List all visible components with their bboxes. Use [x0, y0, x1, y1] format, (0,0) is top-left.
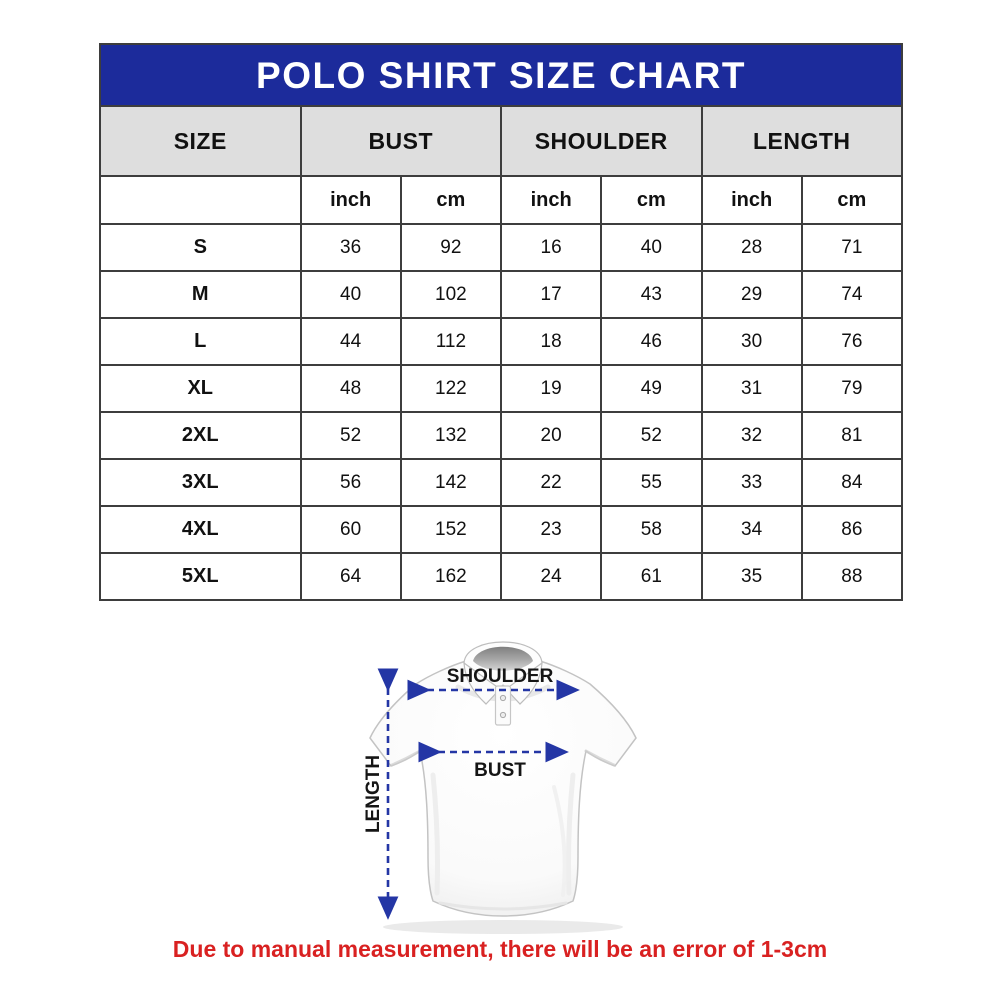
- table-row: [100, 271, 902, 318]
- size-cell: 3XL: [100, 459, 301, 506]
- measurement-cell: 61: [601, 553, 701, 600]
- size-cell: 4XL: [100, 506, 301, 553]
- measurement-diagram: [340, 625, 670, 945]
- measurement-cell: 34: [702, 506, 802, 553]
- measurement-cell: 40: [601, 224, 701, 271]
- unit-header: cm: [802, 176, 902, 224]
- measurement-cell: 16: [501, 224, 601, 271]
- measurement-cell: 17: [501, 271, 601, 318]
- table-row: [100, 224, 902, 271]
- size-cell: 5XL: [100, 553, 301, 600]
- size-cell: S: [100, 224, 301, 271]
- size-cell: M: [100, 271, 301, 318]
- measurement-cell: 56: [301, 459, 401, 506]
- measurement-cell: 46: [601, 318, 701, 365]
- measurement-cell: 88: [802, 553, 902, 600]
- measurement-cell: 79: [802, 365, 902, 412]
- measurement-cell: 31: [702, 365, 802, 412]
- size-cell: L: [100, 318, 301, 365]
- chart-title: POLO SHIRT SIZE CHART: [99, 43, 903, 105]
- unit-header: inch: [702, 176, 802, 224]
- measurement-cell: 20: [501, 412, 601, 459]
- measurement-cell: 55: [601, 459, 701, 506]
- measurement-cell: 60: [301, 506, 401, 553]
- bust-label: BUST: [474, 760, 526, 781]
- size-cell: 2XL: [100, 412, 301, 459]
- unit-header: inch: [501, 176, 601, 224]
- measurement-cell: 33: [702, 459, 802, 506]
- table-row: [100, 412, 902, 459]
- measurement-cell: 74: [802, 271, 902, 318]
- table-row: [100, 506, 902, 553]
- measurement-cell: 35: [702, 553, 802, 600]
- col-header-bust: BUST: [301, 106, 502, 176]
- measurement-cell: 52: [301, 412, 401, 459]
- disclaimer-text: Due to manual measurement, there will be an error of 1-3cm: [172, 936, 828, 962]
- col-header-shoulder: SHOULDER: [501, 106, 702, 176]
- measurement-cell: 19: [501, 365, 601, 412]
- table-row: [100, 365, 902, 412]
- measurement-cell: 162: [401, 553, 501, 600]
- col-header-length: LENGTH: [702, 106, 903, 176]
- measurement-cell: 24: [501, 553, 601, 600]
- measurement-cell: 58: [601, 506, 701, 553]
- measurement-cell: 43: [601, 271, 701, 318]
- size-chart: [99, 43, 903, 601]
- measurement-cell: 64: [301, 553, 401, 600]
- measurement-cell: 22: [501, 459, 601, 506]
- column-header-row: [100, 106, 902, 176]
- polo-shirt-graphic: [340, 625, 670, 945]
- measurement-cell: 48: [301, 365, 401, 412]
- measurement-cell: 152: [401, 506, 501, 553]
- measurement-cell: 102: [401, 271, 501, 318]
- measurement-cell: 18: [501, 318, 601, 365]
- measurement-cell: 30: [702, 318, 802, 365]
- measurement-cell: 71: [802, 224, 902, 271]
- measurement-cell: 52: [601, 412, 701, 459]
- unit-header: cm: [401, 176, 501, 224]
- measurement-cell: 36: [301, 224, 401, 271]
- unit-header: inch: [301, 176, 401, 224]
- table-row: [100, 318, 902, 365]
- shoulder-label: SHOULDER: [446, 666, 554, 687]
- size-table-body: [100, 224, 902, 600]
- measurement-cell: 81: [802, 412, 902, 459]
- measurement-cell: 49: [601, 365, 701, 412]
- measurement-cell: 142: [401, 459, 501, 506]
- measurement-cell: 28: [702, 224, 802, 271]
- measurement-cell: 40: [301, 271, 401, 318]
- table-row: [100, 459, 902, 506]
- unit-header-empty: [100, 176, 301, 224]
- length-label: LENGTH: [363, 754, 384, 834]
- measurement-cell: 122: [401, 365, 501, 412]
- size-table: [99, 105, 903, 601]
- measurement-cell: 23: [501, 506, 601, 553]
- size-cell: XL: [100, 365, 301, 412]
- table-row: [100, 553, 902, 600]
- shirt-shadow: [383, 920, 623, 934]
- col-header-size: SIZE: [100, 106, 301, 176]
- measurement-cell: 44: [301, 318, 401, 365]
- unit-header: cm: [601, 176, 701, 224]
- unit-header-row: [100, 176, 902, 224]
- measurement-cell: 92: [401, 224, 501, 271]
- measurement-cell: 112: [401, 318, 501, 365]
- shirt-placket: [496, 686, 511, 725]
- measurement-cell: 76: [802, 318, 902, 365]
- measurement-cell: 29: [702, 271, 802, 318]
- measurement-cell: 32: [702, 412, 802, 459]
- measurement-cell: 86: [802, 506, 902, 553]
- measurement-cell: 132: [401, 412, 501, 459]
- measurement-cell: 84: [802, 459, 902, 506]
